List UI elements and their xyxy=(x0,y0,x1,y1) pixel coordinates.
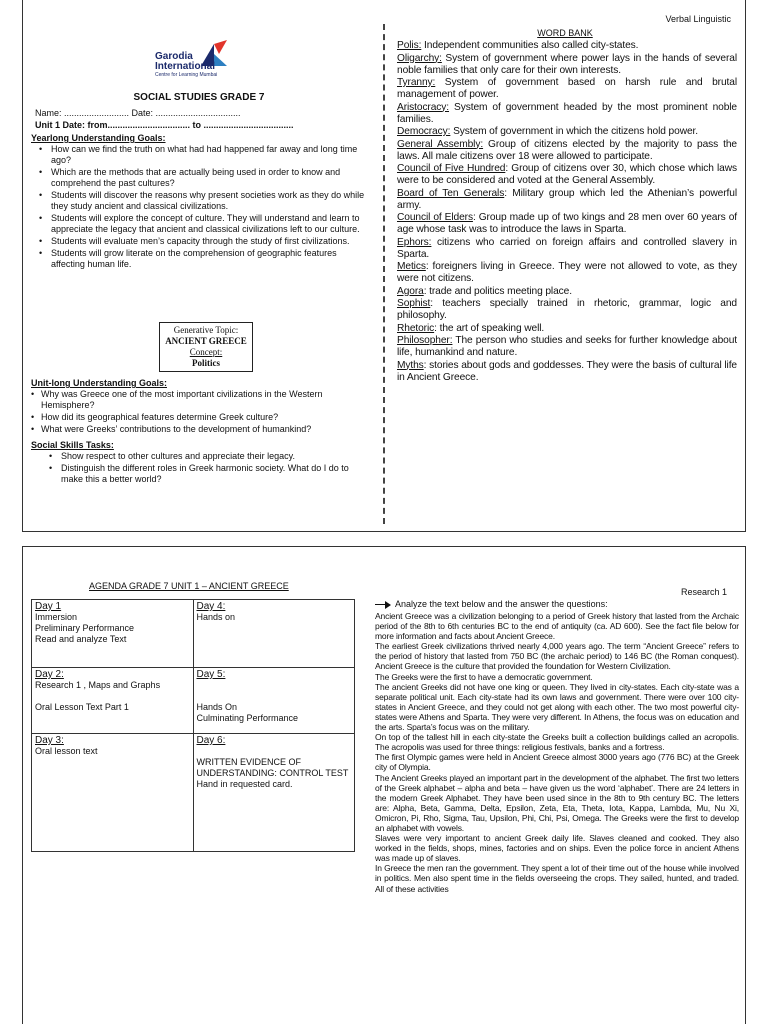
list-item: • How can we find the truth on what had had happened far away and long time ago? xyxy=(31,144,367,166)
term: Myths xyxy=(397,359,424,371)
day-line: Hands on xyxy=(196,612,236,622)
word-bank-entry xyxy=(397,298,737,322)
name-date-line: Name: .......................... Date: .................................. xyxy=(35,108,241,118)
worksheet-page xyxy=(22,0,746,532)
day-heading: Day 5: xyxy=(196,669,226,680)
word-bank-entry xyxy=(397,102,737,126)
definition: : foreigners living in Greece. They were not allowed to vote, as they were not citizens. xyxy=(397,261,737,284)
research-label: Research 1 xyxy=(680,587,727,597)
word-bank-entry xyxy=(397,139,737,163)
list-item: • Students will grow literate on the comprehension of geographic features affecting human life. xyxy=(31,248,367,270)
definition: : teachers specially trained in rhetoric, grammar, logic and philosophy. xyxy=(397,298,737,321)
definition: citizens who carried on foreign affairs and controlled slavery in Sparta. xyxy=(397,236,737,260)
day-heading: Day 4: xyxy=(196,601,226,612)
unitlong-heading: Unit-long Understanding Goals: xyxy=(31,378,167,388)
social-tasks-list xyxy=(31,451,367,485)
term: Sophist xyxy=(397,298,431,309)
day-line: Oral lesson text xyxy=(35,746,98,756)
day-line: Immersion xyxy=(35,612,78,622)
definition: Group of citizens elected by the majority to pass the laws. All male citizens over 18 were allowed to participate. xyxy=(397,138,737,162)
word-bank-entry xyxy=(397,77,737,101)
unitlong-goals-section xyxy=(31,378,367,436)
agenda-cell-day1 xyxy=(32,600,194,668)
definition: The person who studies and seeks for further knowledge about life, humankind and nature. xyxy=(397,335,737,358)
day-heading: Day 1 xyxy=(35,601,62,612)
word-bank-entry xyxy=(397,212,737,236)
concept-label: Concept: xyxy=(189,347,223,357)
generative-topic: ANCIENT GREECE xyxy=(165,336,247,346)
list-item: • Show respect to other cultures and appreciate their legacy. xyxy=(31,451,367,462)
day-line: WRITTEN EVIDENCE OF UNDERSTANDING: CONTROL TEST xyxy=(196,757,349,778)
column-divider xyxy=(383,24,385,524)
word-bank-entry xyxy=(397,237,737,261)
spacer xyxy=(197,680,352,702)
worksheet-title: SOCIAL STUDIES GRADE 7 xyxy=(133,92,265,103)
definition: : Military group which led the Athenian’s powerful army. xyxy=(397,187,737,211)
verbal-linguistic-label: Verbal Linguistic xyxy=(665,14,731,24)
paragraph: The earliest Greek civilizations thrived nearly 4,000 years ago. The term “Ancient Greece” refers to the period of history that lasted from 750 BC (the archaic period) to 146 BC (the Roman conquest). Ancient Greece is the culture that provided the foundation for Western Civilization. xyxy=(375,641,739,672)
word-bank-title: WORD BANK xyxy=(537,28,593,38)
yearlong-goals-section xyxy=(31,133,367,271)
term: Tyranny: xyxy=(397,77,436,88)
term: Democracy: xyxy=(397,126,451,137)
definition: System of government based on harsh rule and brutal management of power. xyxy=(397,77,737,100)
table-row xyxy=(32,734,355,852)
word-bank-entry xyxy=(397,323,737,335)
social-heading: Social Skills Tasks: xyxy=(31,440,114,450)
term: Philosopher: xyxy=(397,335,453,346)
word-bank-entry xyxy=(397,163,737,187)
spacer xyxy=(197,746,352,757)
term: Ephors: xyxy=(397,236,432,248)
list-item: • Which are the methods that are actually being used in order to know and comprehend the past cultures? xyxy=(31,167,367,189)
day-line: Read and analyze Text xyxy=(35,634,127,644)
definition: System of government in which the citizens hold power. xyxy=(450,126,698,137)
day-line: Hands On xyxy=(196,702,238,712)
table-row xyxy=(32,600,355,668)
word-bank-entry xyxy=(397,335,737,359)
list-item: • Students will explore the concept of culture. They will understand and learn to appreciate the legacy that ancient and classical civilizations left to our culture. xyxy=(31,213,367,235)
list-item: • What were Greeks’ contributions to the development of humankind? xyxy=(31,424,367,435)
word-bank-entry xyxy=(397,126,737,138)
term: Polis: xyxy=(397,40,422,51)
term: Metics xyxy=(397,261,426,272)
paragraph: On top of the tallest hill in each city-state the Greeks built a collection buildings called an acropolis. The acropolis was used for three things: religious festivals, banks and a fortress. xyxy=(375,732,739,753)
agenda-cell-day5 xyxy=(193,668,355,734)
list-item: • How did its geographical features determine Greek culture? xyxy=(31,412,367,423)
word-bank-entry xyxy=(397,53,737,77)
research-instruction xyxy=(375,599,735,609)
definition: : Group made up of two kings and 28 men over 60 years of age whose task was to introduce the laws in Sparta. xyxy=(397,212,737,235)
unitlong-goals-list xyxy=(31,389,367,435)
list-item: • Why was Greece one of the most important civilizations in the Western Hemisphere? xyxy=(31,389,367,411)
social-skills-section xyxy=(31,440,367,486)
agenda-table xyxy=(31,599,355,852)
logo-name-line1: Garodia xyxy=(155,51,193,62)
term: Rhetoric xyxy=(397,322,435,334)
generative-topic-box xyxy=(159,322,253,372)
definition: : trade and politics meeting place. xyxy=(423,285,572,297)
word-bank xyxy=(397,40,737,384)
term: Council of Five Hundred xyxy=(397,163,506,174)
term: Oligarchy: xyxy=(397,52,442,64)
agenda-title: AGENDA GRADE 7 UNIT 1 – ANCIENT GREECE xyxy=(89,581,289,591)
paragraph: The first Olympic games were held in Ancient Greece almost 3000 years ago (776 BC) at the Greek city of Olympia. xyxy=(375,752,739,773)
word-bank-entry xyxy=(397,360,737,384)
term: Council of Elders xyxy=(397,212,473,223)
yearlong-heading: Yearlong Understanding Goals: xyxy=(31,133,166,143)
term: Agora xyxy=(397,285,424,297)
word-bank-entry xyxy=(397,261,737,285)
agenda-cell-day3 xyxy=(32,734,194,852)
term: Board of Ten Generals xyxy=(397,187,505,199)
day-line: Hand in requested card. xyxy=(196,779,293,789)
generative-label: Generative Topic: xyxy=(173,325,239,335)
paragraph: Slaves were very important to ancient Greek daily life. Slaves cleaned and cooked. They also worked in the fields, shops, mines, factories and on ships. Even the police force in ancient Athens was made up of slaves. xyxy=(375,833,739,864)
yearlong-goals-list xyxy=(31,144,367,270)
day-line: Research 1 , Maps and Graphs xyxy=(35,680,161,690)
paragraph: The Ancient Greeks played an important part in the development of the alphabet. The first two letters of the Greek alphabet – alpha and beta – have given us the word ‘alphabet’. There are 24 letters in the modern Greek Alphabet. They have been used since in the 8th to 9th century BC. The letters are: Alpha, Beta, Gamma, Delta, Epsilon, Zeta, Eta, Theta, Iota, Kappa, Lambda, Mu, Nu Xi, Omicron, Pi, Rho, Sigma, Tau, Upsilon, Phi, Chi, Psi, Omega. The Greeks were the first to develop an alphabet with vowels. xyxy=(375,772,739,833)
paragraph: The Greeks were the first to have a democratic government. xyxy=(375,671,593,682)
day-heading: Day 2: xyxy=(35,669,64,680)
table-row xyxy=(32,668,355,734)
paragraph: Ancient Greece was a civilization belonging to a period of Greek history that lasted from the Archaic period of the 8th to 6th centuries BC to the end of antiquity (ca. AD 600). See the fact file below for more information and facts about Ancient Greece. xyxy=(375,611,739,642)
spacer xyxy=(35,691,190,702)
definition: : stories about gods and goddesses. They were the basis of cultural life in Ancient Greece. xyxy=(397,359,737,383)
word-bank-entry xyxy=(397,40,737,52)
agenda-cell-day4 xyxy=(193,600,355,668)
research-text xyxy=(375,611,739,894)
word-bank-entry xyxy=(397,286,737,298)
logo-name-line2: International xyxy=(155,61,216,72)
day-heading: Day 3: xyxy=(35,735,64,746)
day-line: Oral Lesson Text Part 1 xyxy=(35,702,129,712)
unit-date-line: Unit 1 Date: from................................. to .................................... xyxy=(35,120,294,130)
day-line: Culminating Performance xyxy=(196,713,299,723)
definition: Independent communities also called city-states. xyxy=(421,40,639,51)
logo-tagline: Centre for Learning Mumbai xyxy=(155,72,218,78)
agenda-cell-day2 xyxy=(32,668,194,734)
definition: System of government where power lays in the hands of several noble families that only care for their own interests. xyxy=(397,52,737,76)
list-item: • Students will discover the reasons why present societies work as they do while they study ancient and classical civilizations. xyxy=(31,190,367,212)
paragraph: In Greece the men ran the government. They spent a lot of their time out of the house while involved in politics. Men also spent time in the fields overseeing the crops. They sailed, hunted, and traded. All of these activities xyxy=(375,863,739,894)
definition: : Group of citizens over 30, which chose which laws were to be considered and voted at the General Assembly. xyxy=(397,163,737,186)
definition: : the art of speaking well. xyxy=(434,322,545,334)
word-bank-entry xyxy=(397,188,737,212)
paragraph: The ancient Greeks did not have one king or queen. They lived in city-states. Each city-state was a separate political unit. Each city-state had its own laws and government. There were over 100 city-states in Ancient Greece, and they could not get along with each other. The two most powerful city-states were Athens and Sparta. They were very different. In Athens, the focus was on education and the arts. Sparta’s focus was on the military. xyxy=(375,681,739,733)
day-line: Preliminary Performance xyxy=(35,623,135,633)
concept-value: Politics xyxy=(192,358,220,368)
arrow-right-icon xyxy=(375,602,393,608)
agenda-cell-day6 xyxy=(193,734,355,852)
list-item: • Students will evaluate men’s capacity through the study of first civilizations. xyxy=(31,236,367,247)
list-item: • Distinguish the different roles in Greek harmonic society. What do I do to make this a better world? xyxy=(31,463,367,485)
day-heading: Day 6: xyxy=(196,735,226,746)
term: General Assembly: xyxy=(397,138,484,150)
logo-name xyxy=(155,52,215,72)
agenda-research-page xyxy=(22,546,746,1024)
term: Aristocracy: xyxy=(397,101,450,113)
definition: System of government headed by the most prominent noble families. xyxy=(397,101,737,125)
instruction-text: Analyze the text below and the answer the questions: xyxy=(395,599,608,609)
